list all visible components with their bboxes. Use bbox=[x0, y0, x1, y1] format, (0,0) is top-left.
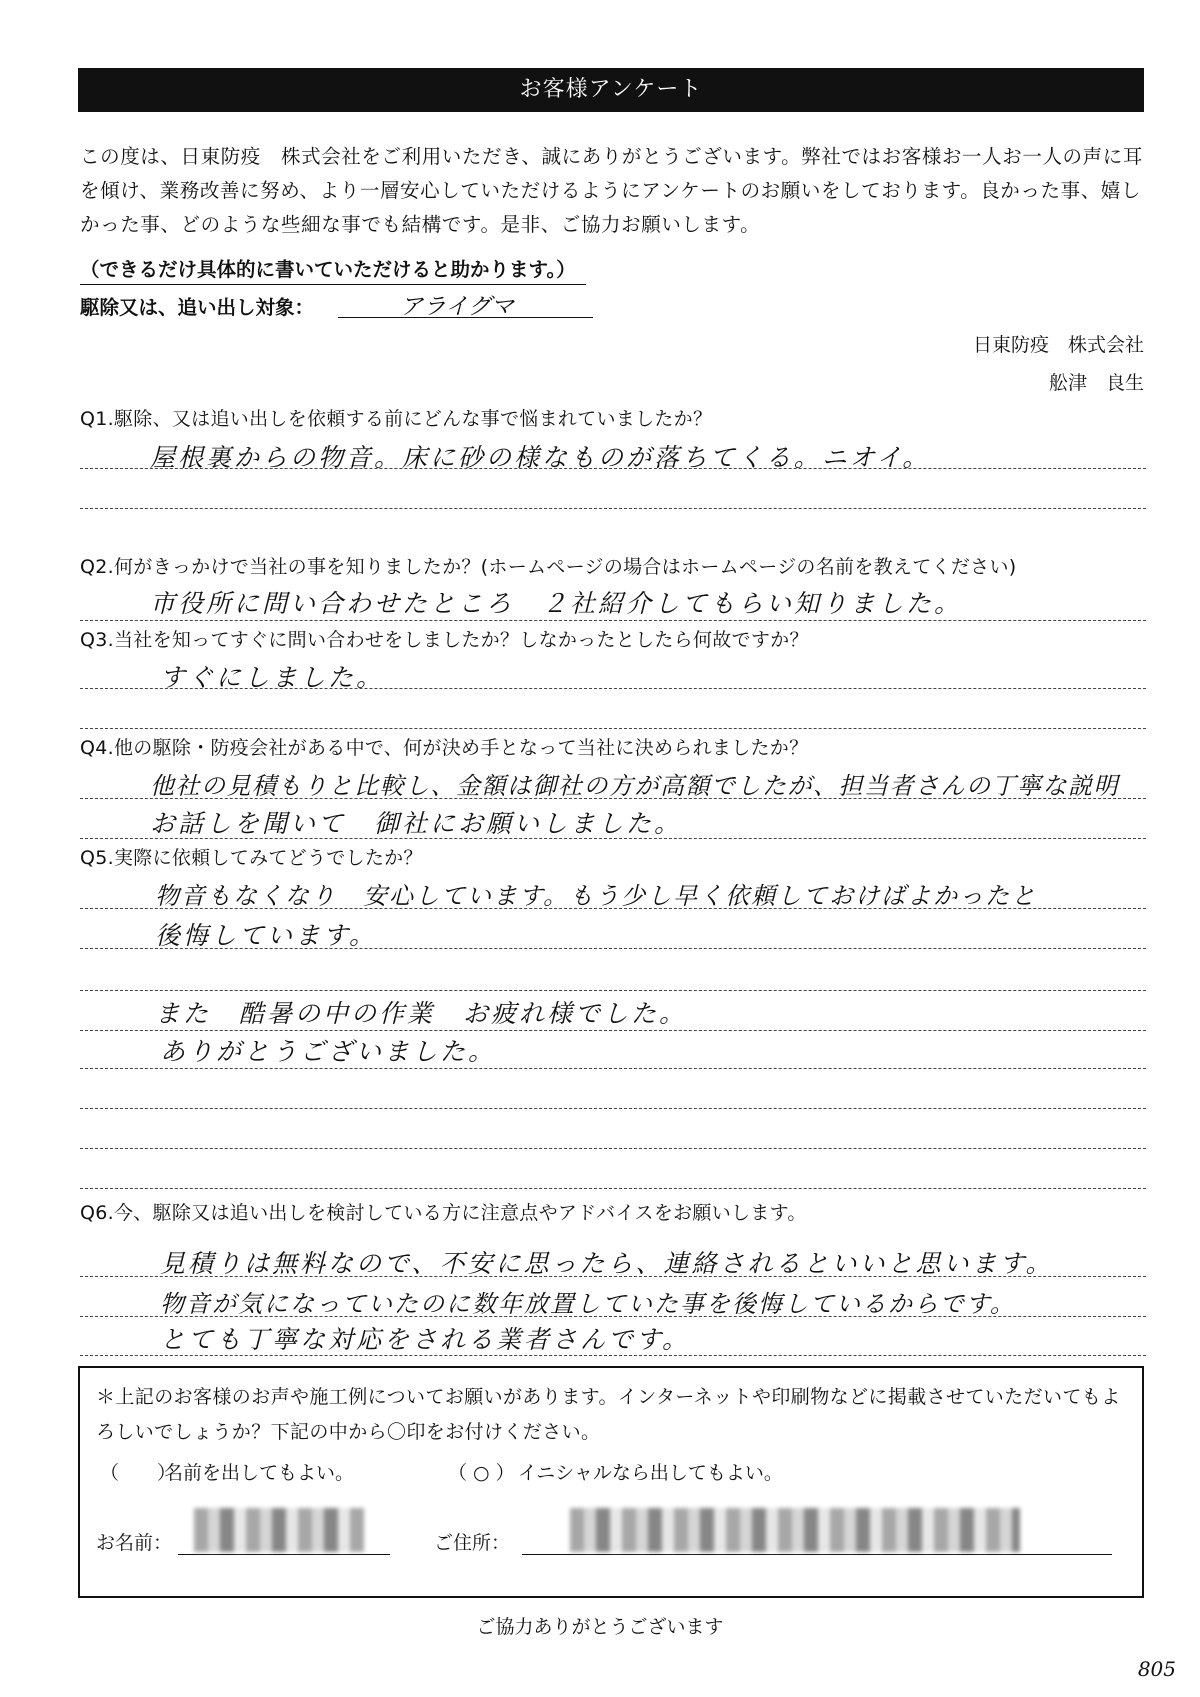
answer-line bbox=[80, 1148, 1146, 1149]
answer-line bbox=[80, 468, 1146, 469]
answer-line bbox=[80, 990, 1146, 991]
q5-answer-4: ありがとうございました。 bbox=[160, 1037, 497, 1066]
company-name: 日東防疫 株式会社 bbox=[972, 334, 1144, 356]
q6-answer-2: 物音が気になっていたのに数年放置していた事を後悔しているからです。 bbox=[160, 1290, 1016, 1318]
person-name: 舩津 良生 bbox=[1048, 372, 1144, 394]
option2-checkbox[interactable]: （ ○ ） bbox=[448, 1462, 515, 1484]
answer-line bbox=[80, 908, 1146, 909]
footer-thanks: ご協力ありがとうございます bbox=[476, 1616, 724, 1638]
answer-line bbox=[80, 948, 1146, 949]
answer-line bbox=[80, 838, 1146, 839]
page-number: 805 bbox=[1137, 1657, 1176, 1681]
option1-label: 名前を出してもよい。 bbox=[164, 1462, 355, 1484]
survey-title: お客様アンケート bbox=[78, 68, 1144, 112]
answer-line bbox=[80, 728, 1146, 729]
q3-label: Q3.当社を知ってすぐに問い合わせをしましたか？しなかったとしたら何故ですか？ bbox=[80, 629, 809, 651]
answer-line bbox=[80, 1355, 1146, 1356]
answer-line bbox=[80, 1188, 1146, 1189]
target-value: アライグマ bbox=[400, 294, 514, 320]
q1-label: Q1.駆除、又は追い出しを依頼する前にどんな事で悩まれていましたか？ bbox=[80, 408, 713, 430]
q4-answer-2: お話しを聞いて 御社にお願いしました。 bbox=[150, 809, 683, 838]
q5-answer-3: また 酷暑の中の作業 お疲れ様でした。 bbox=[155, 999, 688, 1028]
name-underline bbox=[178, 1554, 390, 1555]
intro-text: この度は、日東防疫 株式会社をご利用いただき、誠にありがとうございます。弊社ではお客様お一人お一人の声に耳を傾け、業務改善に努め、より一層安心していただけるようにアンケートのお願いをしております。良かった事、嬉しかった事、どのような些細な事でも結構です。是非、ご協力お願いします。 bbox=[80, 145, 1143, 236]
answer-line bbox=[80, 798, 1146, 799]
answer-line bbox=[80, 620, 1146, 621]
answer-line bbox=[80, 1316, 1146, 1317]
answer-line bbox=[80, 1276, 1146, 1277]
answer-line bbox=[80, 1108, 1146, 1109]
name-redacted bbox=[194, 1508, 364, 1552]
q3-answer-1: すぐにしました。 bbox=[160, 663, 385, 692]
target-label: 駆除又は、追い出し対象： bbox=[80, 296, 315, 319]
answer-line bbox=[80, 1068, 1146, 1069]
name-label: お名前： bbox=[96, 1532, 173, 1554]
permission-text: ＊上記のお客様のお声や施工例についてお願いがあります。インターネットや印刷物などに掲載させていただいてもよろしいでしょうか？下記の中から〇印をお付けください。 bbox=[96, 1386, 1121, 1443]
q6-answer-3: とても丁寧な対応をされる業者さんです。 bbox=[160, 1325, 691, 1354]
answer-line bbox=[80, 688, 1146, 689]
option1-checkbox[interactable]: （ ） bbox=[100, 1462, 177, 1484]
option2-label: イニシャルなら出してもよい。 bbox=[518, 1462, 783, 1484]
address-label: ご住所： bbox=[434, 1532, 511, 1554]
q5-answer-2: 後悔しています。 bbox=[155, 921, 378, 950]
address-redacted bbox=[570, 1508, 1020, 1552]
intro-note: （できるだけ具体的に書いていただけると助かります。） bbox=[80, 254, 586, 285]
q5-answer-1: 物音もなくなり 安心しています。もう少し早く依頼しておけばよかったと bbox=[155, 882, 1038, 910]
answer-line bbox=[80, 1030, 1146, 1031]
q4-answer-1: 他社の見積もりと比較し、金額は御社の方が高額でしたが、担当者さんの丁寧な説明 bbox=[150, 772, 1119, 800]
answer-line bbox=[80, 508, 1146, 509]
q6-answer-1: 見積りは無料なので、不安に思ったら、連絡されるといいと思います。 bbox=[160, 1249, 1054, 1278]
q6-label: Q6.今、駆除又は追い出しを検討している方に注意点やアドバイスをお願いします。 bbox=[80, 1202, 807, 1224]
address-underline bbox=[522, 1554, 1112, 1555]
q1-answer-1: 屋根裏からの物音。床に砂の様なものが落ちてくる。ニオイ。 bbox=[150, 443, 931, 472]
q2-answer-1: 市役所に問い合わせたところ ２社紹介してもらい知りました。 bbox=[150, 589, 963, 618]
q5-label: Q5.実際に依頼してみてどうでしたか？ bbox=[80, 847, 423, 869]
q2-label: Q2.何がきっかけで当社の事を知りましたか？(ホームページの場合はホームページの名前を教えてください) bbox=[80, 556, 1017, 578]
q4-label: Q4.他の駆除・防疫会社がある中で、何が決め手となって当社に決められましたか？ bbox=[80, 737, 809, 759]
